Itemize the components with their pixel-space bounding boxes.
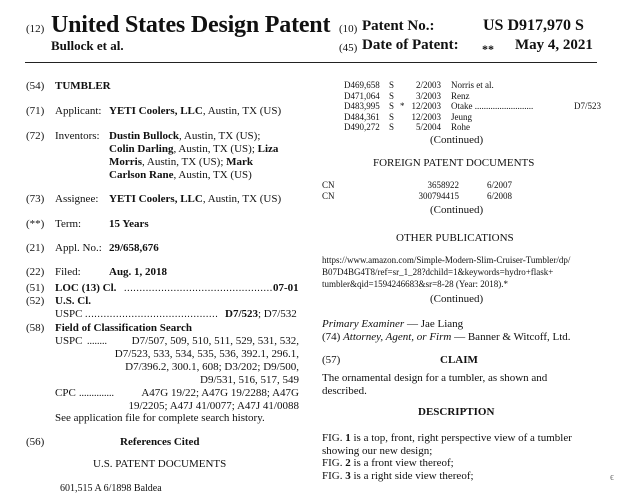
term-label: Term:	[55, 218, 82, 230]
applicant-value: YETI Coolers, LLC, Austin, TX (US)	[109, 105, 282, 117]
date-of-patent: May 4, 2021	[515, 37, 593, 53]
code-57: (57)	[322, 354, 341, 366]
code-22: (22)	[26, 266, 45, 278]
loc-label: LOC (13) Cl.	[55, 282, 117, 294]
claim-title: CLAIM	[440, 354, 478, 366]
inventor-short: Bullock et al.	[51, 38, 124, 53]
header-code-45: (45)	[339, 42, 358, 54]
publication-citation: https://www.amazon.com/Simple-Modern-Slim-Cruiser-Tumbler/dp/ B07D4BG4T8/ref=sr_1_28?dchild=1&keywords=hydro+flask+ tumbler&qid=1594246683&sr=8-28 (Year: 2018).*	[322, 255, 571, 289]
search-history-note: See application file for complete search history.	[55, 412, 265, 424]
field-of-search-label: Field of Classification Search	[55, 322, 192, 334]
attorney-line: (74) Attorney, Agent, or Firm — Banner & Witcoff, Ltd.	[322, 331, 571, 343]
continued-label: (Continued)	[430, 204, 484, 216]
design-title: TUMBLER	[55, 80, 111, 92]
foreign-reference-row: CN 3658922 6/2007	[322, 180, 513, 190]
search-uspc-line: D7/523, 533, 534, 535, 536, 392.1, 296.1,	[114, 348, 299, 360]
cited-reference-row: D490,272 S 5/2004 Rohe	[344, 122, 470, 132]
search-uspc-line: D7/507, 509, 510, 511, 529, 531, 532,	[131, 335, 299, 347]
inventor-line: Colin Darling, Austin, TX (US); Liza	[109, 143, 279, 155]
search-cpc-label: CPC	[55, 387, 76, 399]
date-of-patent-label: Date of Patent:	[362, 37, 459, 53]
cited-references-list	[344, 80, 604, 133]
term-value: 15 Years	[109, 218, 149, 230]
filed-value: Aug. 1, 2018	[109, 266, 168, 278]
assignee-value: YETI Coolers, LLC, Austin, TX (US)	[109, 193, 282, 205]
code-58: (58)	[26, 322, 45, 334]
code-51: (51)	[26, 282, 45, 294]
foreign-patent-documents-title: FOREIGN PATENT DOCUMENTS	[373, 157, 535, 169]
description-text: FIG. 1 is a top, front, right perspective view of a tumbler showing our new design; FIG. 2 is a front view thereof; FIG. 3 is a right side view thereof;	[322, 432, 572, 482]
uspc-label: USPC	[55, 308, 83, 320]
cited-reference-row: D471,064 S 3/2003 Renz	[344, 90, 470, 101]
code-21: (21)	[26, 242, 45, 254]
search-cpc-dots: ..............	[79, 388, 114, 399]
continued-label: (Continued)	[430, 293, 484, 305]
continued-label: (Continued)	[430, 134, 484, 146]
code-73: (73)	[26, 193, 45, 205]
primary-examiner: Primary Examiner — Jae Liang	[322, 318, 464, 330]
code-72: (72)	[26, 130, 45, 142]
patent-number: US D917,970 S	[483, 17, 584, 34]
search-uspc-label: USPC	[55, 335, 83, 347]
term-extension-mark: **	[482, 42, 494, 56]
search-uspc-line: D7/396.2, 300.1, 608; D3/202; D9/500,	[125, 361, 299, 373]
code-54: (54)	[26, 80, 45, 92]
other-publications-title: OTHER PUBLICATIONS	[396, 232, 514, 244]
cut-off-reference-line: 601,515 A 6/1898 Baldea	[60, 483, 162, 494]
inventor-line: Morris, Austin, TX (US); Mark	[109, 156, 254, 168]
assignee-label: Assignee:	[55, 193, 99, 205]
appl-no-value: 29/658,676	[109, 242, 159, 254]
document-type-title: United States Design Patent	[51, 12, 331, 38]
code-71: (71)	[26, 105, 45, 117]
loc-dots: ................................................	[124, 283, 273, 294]
header-code-10: (10)	[339, 23, 358, 35]
cited-reference-row: D469,658 S 2/2003 Norris et al.	[344, 80, 494, 90]
loc-value: 07-01	[273, 282, 299, 294]
uspc-dots: ...........................................	[85, 309, 219, 320]
search-uspc-dots: ........	[87, 336, 107, 347]
header-rule	[25, 62, 597, 63]
us-patent-documents-title: U.S. PATENT DOCUMENTS	[93, 458, 227, 470]
filed-label: Filed:	[55, 266, 81, 278]
us-cl-label: U.S. Cl.	[55, 295, 92, 307]
inventor-line: Dustin Bullock, Austin, TX (US);	[109, 130, 261, 142]
applicant-label: Applicant:	[55, 105, 102, 117]
foreign-references-list	[322, 180, 515, 201]
cited-reference-row: D484,361 S 12/2003 Jeung	[344, 111, 472, 122]
appl-no-label: Appl. No.:	[55, 242, 102, 254]
code-56: (56)	[26, 436, 45, 448]
search-uspc-line: D9/531, 516, 517, 549	[200, 374, 299, 386]
uspc-value: D7/523; D7/532	[225, 308, 297, 320]
search-cpc-line: 19/2205; A47J 41/0077; A47J 41/0088	[128, 400, 299, 412]
header-code-12: (12)	[26, 23, 45, 35]
inventors-label: Inventors:	[55, 130, 100, 142]
code-52: (52)	[26, 295, 45, 307]
description-title: DESCRIPTION	[418, 406, 495, 418]
foreign-reference-row: CN 300794415 6/2008	[322, 190, 513, 201]
cited-reference-row: D483,995 S * 12/2003 Otake .......................... D7/523	[344, 101, 601, 111]
search-cpc-line: A47G 19/22; A47G 19/2288; A47G	[141, 387, 299, 399]
page-edge-mark: ϵ	[610, 472, 615, 483]
references-cited-title: References Cited	[120, 436, 200, 448]
patent-no-label: Patent No.:	[362, 18, 435, 34]
code-term: (**)	[26, 218, 45, 230]
inventor-line: Carlson Rane, Austin, TX (US)	[109, 169, 252, 181]
claim-text: The ornamental design for a tumbler, as shown and described.	[322, 372, 548, 397]
